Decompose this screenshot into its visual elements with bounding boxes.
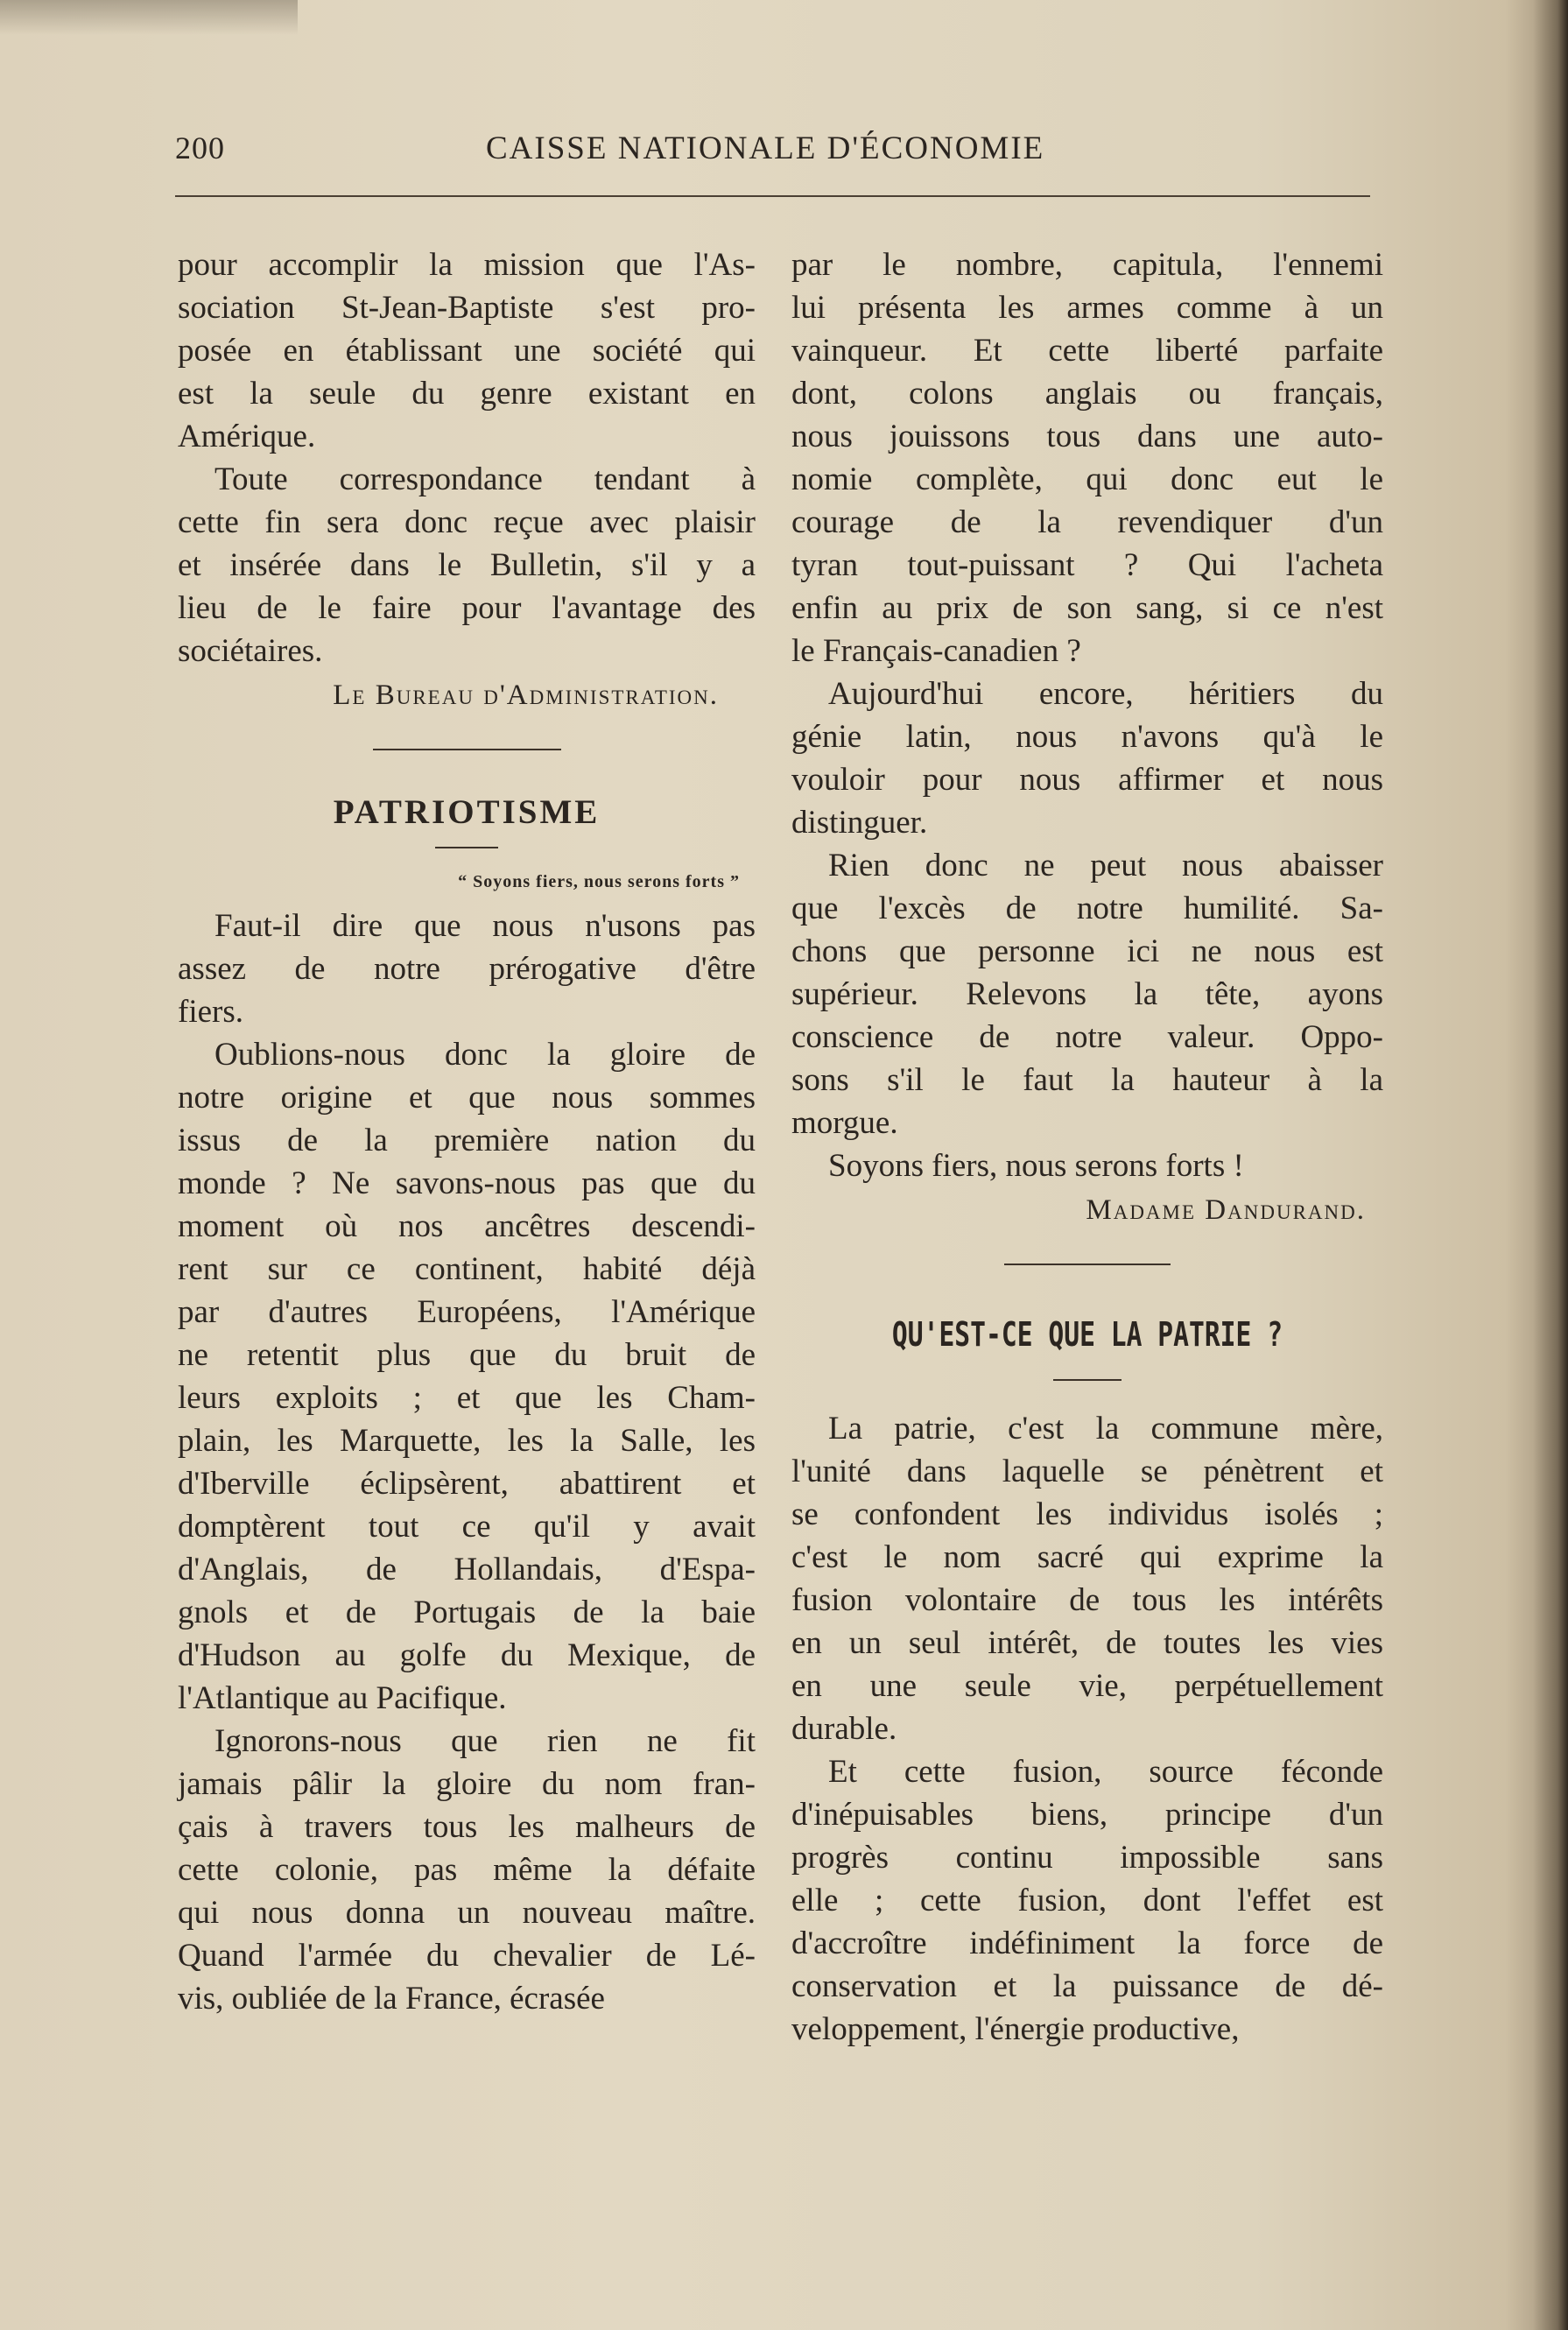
text-line: plain, les Marquette, les la Salle, les (178, 1423, 756, 1459)
patriotisme-title: PATRIOTISME (333, 793, 601, 831)
section-separator (1004, 1264, 1171, 1265)
text-line: ne retentit plus que du bruit de (178, 1337, 756, 1373)
text-line: le Français-canadien ? (791, 633, 1081, 669)
text-line: c'est le nom sacré qui exprime la (791, 1539, 1383, 1575)
paragraph (178, 1033, 756, 1720)
text-line: l'unité dans laquelle se pénètrent et (791, 1454, 1383, 1489)
paragraph (791, 1144, 1383, 1187)
text-line: Rien donc ne peut nous abaisser (828, 848, 1383, 883)
text-line: fiers. (178, 994, 243, 1030)
bureau-signature: Le Bureau d'Administration. (333, 679, 719, 711)
dandurand-signature: Madame Dandurand. (1086, 1194, 1366, 1226)
patrie-title: QU'EST-CE QUE LA PATRIE ? (891, 1315, 1283, 1354)
text-line: Aujourd'hui encore, héritiers du (828, 676, 1383, 712)
text-line: cette colonie, pas même la défaite (178, 1852, 756, 1888)
text-line: vouloir pour nous affirmer et nous (791, 762, 1383, 798)
text-line: La patrie, c'est la commune mère, (828, 1411, 1383, 1447)
text-line: est la seule du genre existant en (178, 376, 756, 412)
text-line: Et cette fusion, source féconde (828, 1754, 1383, 1790)
text-line: fusion volontaire de tous les intérêts (791, 1582, 1383, 1618)
text-line: notre origine et que nous sommes (178, 1080, 756, 1116)
book-spine-shadow (1533, 0, 1568, 2330)
paragraph (791, 672, 1383, 844)
paragraph (791, 1407, 1383, 1750)
text-line: rent sur ce continent, habité déjà (178, 1251, 756, 1287)
paragraph (791, 1750, 1383, 2051)
text-line: en un seul intérêt, de toutes les vies (791, 1625, 1383, 1661)
text-line: elle ; cette fusion, dont l'effet est (791, 1883, 1383, 1918)
text-line: chons que personne ici ne nous est (791, 933, 1383, 969)
text-line: d'Iberville éclipsèrent, abattirent et (178, 1466, 756, 1502)
text-line: sons s'il le faut la hauteur à la (791, 1062, 1383, 1098)
text-line: morgue. (791, 1105, 898, 1141)
text-line: en une seule vie, perpétuellement (791, 1668, 1383, 1704)
paragraph (791, 844, 1383, 1144)
text-line: assez de notre prérogative d'être (178, 951, 756, 987)
text-line: distinguer. (791, 805, 928, 841)
title-rule (435, 847, 498, 848)
text-line: çais à travers tous les malheurs de (178, 1809, 756, 1845)
text-line: vainqueur. Et cette liberté parfaite (791, 333, 1383, 369)
page-header (175, 130, 1375, 175)
title-rule (1053, 1379, 1122, 1381)
text-line: nomie complète, qui donc eut le (791, 461, 1383, 497)
text-line: jamais pâlir la gloire du nom fran- (178, 1766, 756, 1802)
right-column (791, 243, 1383, 2051)
left-column (178, 243, 756, 2020)
text-line: d'Anglais, de Hollandais, d'Espa- (178, 1552, 756, 1587)
text-line: génie latin, nous n'avons qu'à le (791, 719, 1383, 755)
text-line: gnols et de Portugais de la baie (178, 1594, 756, 1630)
text-line: sociétaires. (178, 633, 323, 669)
text-line: veloppement, l'énergie productive, (791, 2011, 1240, 2047)
text-line: Quand l'armée du chevalier de Lé- (178, 1938, 756, 1974)
running-title: CAISSE NATIONALE D'ÉCONOMIE (486, 130, 1045, 166)
page-number: 200 (175, 130, 225, 165)
text-line: d'Hudson au golfe du Mexique, de (178, 1637, 756, 1673)
text-line: et insérée dans le Bulletin, s'il y a (178, 547, 756, 583)
text-line: durable. (791, 1711, 897, 1747)
paragraph (178, 905, 756, 1033)
text-line: cette fin sera donc reçue avec plaisir (178, 504, 756, 540)
continuation-paragraph (791, 243, 1383, 672)
text-line: posée en établissant une société qui (178, 333, 756, 369)
header-rule (175, 195, 1370, 197)
epigraph: “ Soyons fiers, nous serons forts ” (458, 872, 740, 891)
text-line: par le nombre, capitula, l'ennemi (791, 247, 1383, 283)
text-line: sociation St-Jean-Baptiste s'est pro- (178, 290, 756, 326)
paragraph (178, 1720, 756, 2020)
text-line: que l'excès de notre humilité. Sa- (791, 890, 1383, 926)
text-line: pour accomplir la mission que l'As- (178, 247, 756, 283)
text-line: dont, colons anglais ou français, (791, 376, 1383, 412)
text-line: Ignorons-nous que rien ne fit (214, 1723, 756, 1759)
text-line: se confondent les individus isolés ; (791, 1496, 1383, 1532)
text-line: Toute correspondance tendant à (214, 461, 756, 497)
text-line: supérieur. Relevons la tête, ayons (791, 976, 1383, 1012)
text-line: issus de la première nation du (178, 1123, 756, 1158)
text-line: d'accroître indéfiniment la force de (791, 1925, 1383, 1961)
text-line: moment où nos ancêtres descendi- (178, 1208, 756, 1244)
text-line: leurs exploits ; et que les Cham- (178, 1380, 756, 1416)
text-line: conscience de notre valeur. Oppo- (791, 1019, 1383, 1055)
text-line: Oublions-nous donc la gloire de (214, 1037, 756, 1073)
text-line: par d'autres Européens, l'Amérique (178, 1294, 756, 1330)
text-line: monde ? Ne savons-nous pas que du (178, 1165, 756, 1201)
text-line: d'inépuisables biens, principe d'un (791, 1797, 1383, 1833)
text-line: lieu de le faire pour l'avantage des (178, 590, 756, 626)
text-line: Faut-il dire que nous n'usons pas (214, 908, 756, 944)
page-corner-shadow (0, 0, 298, 35)
text-line: Soyons fiers, nous serons forts ! (828, 1148, 1244, 1184)
text-line: conservation et la puissance de dé- (791, 1968, 1383, 2004)
text-line: vis, oubliée de la France, écrasée (178, 1981, 605, 2017)
intro-paragraph (178, 243, 756, 458)
section-separator (373, 749, 561, 750)
text-line: l'Atlantique au Pacifique. (178, 1680, 507, 1716)
text-line: courage de la revendiquer d'un (791, 504, 1383, 540)
text-line: domptèrent tout ce qu'il y avait (178, 1509, 756, 1545)
text-line: lui présenta les armes comme à un (791, 290, 1383, 326)
text-line: Amérique. (178, 419, 316, 454)
text-line: nous jouissons tous dans une auto- (791, 419, 1383, 454)
text-line: tyran tout-puissant ? Qui l'acheta (791, 547, 1383, 583)
text-line: progrès continu impossible sans (791, 1840, 1383, 1876)
text-line: qui nous donna un nouveau maître. (178, 1895, 756, 1931)
correspondence-paragraph (178, 458, 756, 672)
text-line: enfin au prix de son sang, si ce n'est (791, 590, 1383, 626)
